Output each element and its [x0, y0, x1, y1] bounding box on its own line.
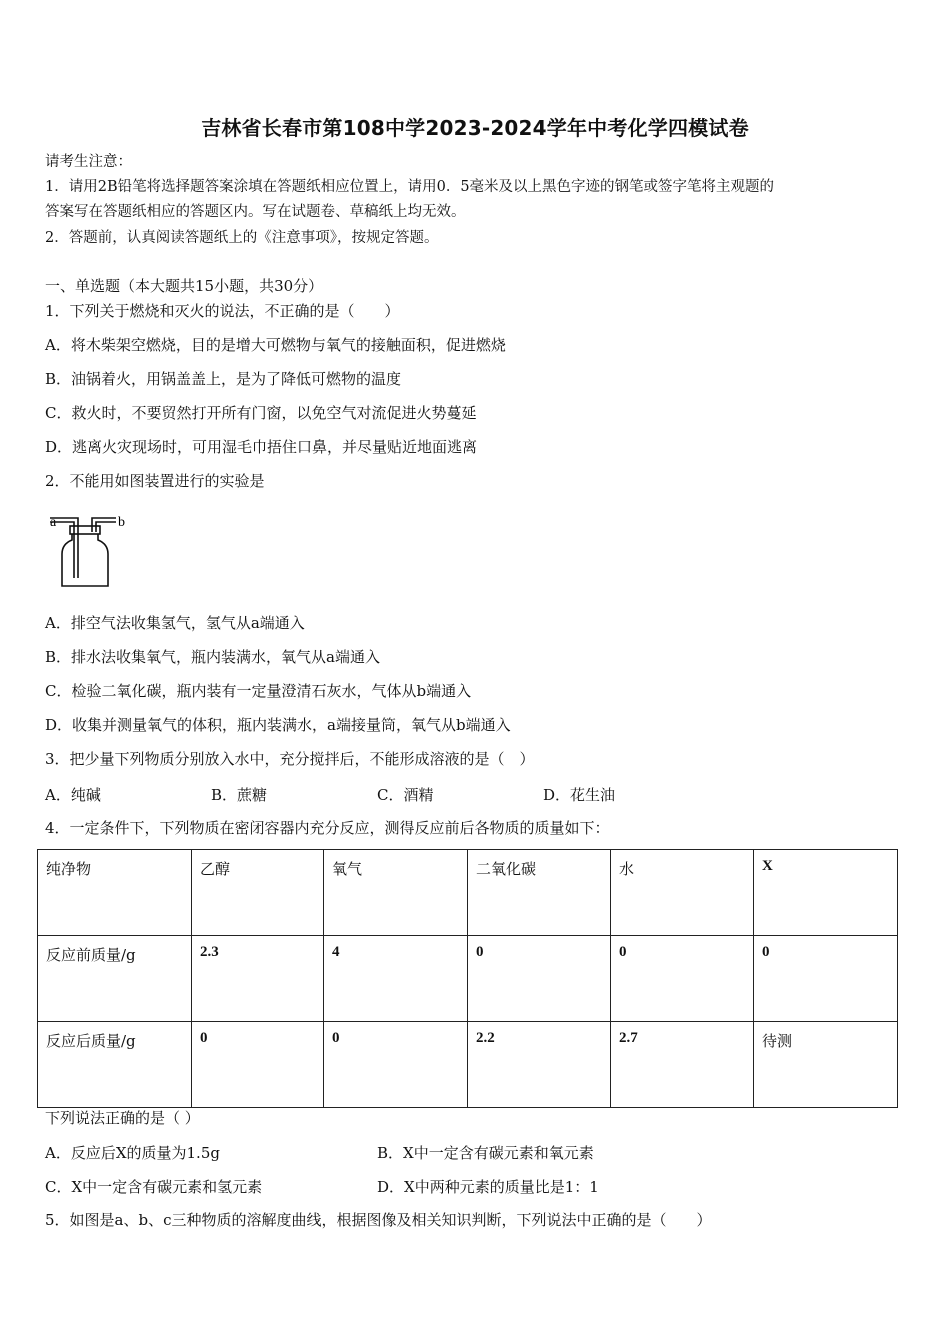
table-cell: 4 — [324, 936, 468, 1022]
table-row — [38, 936, 898, 1022]
table-cell: 0 — [468, 936, 611, 1022]
q1-option-b: B．油锅着火，用锅盖盖上，是为了降低可燃物的温度 — [45, 370, 402, 388]
table-cell: 反应后质量/g — [38, 1022, 192, 1108]
table-header-row — [38, 850, 898, 936]
table-cell: 反应前质量/g — [38, 936, 192, 1022]
q1-option-c: C．救火时，不要贸然打开所有门窗，以免空气对流促进火势蔓延 — [45, 404, 477, 422]
table-cell: 0 — [611, 936, 754, 1022]
q3-option-b: B．蔗糖 — [211, 786, 268, 804]
q3-option-c: C．酒精 — [377, 786, 434, 804]
page-title: 吉林省长春市第108中学2023-2024学年中考化学四模试卷 — [201, 116, 749, 140]
table-cell: 乙醇 — [192, 850, 324, 936]
gas-bottle-drawing — [50, 518, 116, 586]
table-cell: 2.3 — [192, 936, 324, 1022]
table-cell: 待测 — [754, 1022, 898, 1108]
fig-label-b: b — [118, 515, 125, 530]
q1-option-d: D．逃离火灾现场时，可用湿毛巾捂住口鼻，并尽量贴近地面逃离 — [45, 438, 478, 456]
q5-stem: 5．如图是a、b、c三种物质的溶解度曲线，根据图像及相关知识判断，下列说法中正确的是（ ） — [45, 1211, 712, 1229]
table-cell: 2.2 — [468, 1022, 611, 1108]
q4-prompt: 下列说法正确的是（ ） — [45, 1109, 200, 1127]
q3-stem: 3．把少量下列物质分别放入水中，充分搅拌后，不能形成溶液的是（ ） — [45, 750, 535, 768]
q4-option-a: A．反应后X的质量为1.5g — [45, 1144, 220, 1162]
mass-table — [37, 849, 898, 1108]
table-row — [38, 1022, 898, 1108]
q3-option-a: A．纯碱 — [45, 786, 101, 804]
fig-label-a: a — [50, 515, 57, 530]
q4-option-b: B．X中一定含有碳元素和氧元素 — [377, 1144, 594, 1162]
notice-heading: 请考生注意： — [45, 154, 132, 170]
table-cell: 0 — [324, 1022, 468, 1108]
q2-option-d: D．收集并测量氧气的体积，瓶内装满水，a端接量筒，氧气从b端通入 — [45, 716, 511, 734]
gas-bottle-figure — [48, 508, 138, 590]
q4-option-c: C．X中一定含有碳元素和氢元素 — [45, 1178, 263, 1196]
q2-option-a: A．排空气法收集氢气，氢气从a端通入 — [45, 614, 305, 632]
table-cell: 0 — [192, 1022, 324, 1108]
notice-line-1: 1．请用2B铅笔将选择题答案涂填在答题纸相应位置上，请用0．5毫米及以上黑色字迹的钢笔或签字笔将主观题的 — [45, 179, 775, 195]
table-cell: 二氧化碳 — [468, 850, 611, 936]
q2-option-c: C．检验二氧化碳，瓶内装有一定量澄清石灰水，气体从b端通入 — [45, 682, 472, 700]
table-cell: 2.7 — [611, 1022, 754, 1108]
q1-stem: 1．下列关于燃烧和灭火的说法，不正确的是（ ） — [45, 302, 400, 320]
table-cell: 纯净物 — [38, 850, 192, 936]
notice-line-3: 2．答题前，认真阅读答题纸上的《注意事项》，按规定答题。 — [45, 230, 439, 246]
q2-stem: 2．不能用如图装置进行的实验是 — [45, 472, 265, 490]
table-cell: 水 — [611, 850, 754, 936]
notice-line-2: 答案写在答题纸相应的答题区内。写在试题卷、草稿纸上均无效。 — [45, 204, 466, 220]
table-cell: X — [754, 850, 898, 936]
table-cell: 0 — [754, 936, 898, 1022]
table-cell: 氧气 — [324, 850, 468, 936]
q4-stem: 4．一定条件下，下列物质在密闭容器内充分反应，测得反应前后各物质的质量如下： — [45, 819, 610, 837]
q2-option-b: B．排水法收集氧气，瓶内装满水，氧气从a端通入 — [45, 648, 380, 666]
q3-option-d: D．花生油 — [543, 786, 616, 804]
section-heading: 一、单选题（本大题共15小题，共30分） — [45, 277, 324, 295]
q1-option-a: A．将木柴架空燃烧，目的是增大可燃物与氧气的接触面积，促进燃烧 — [45, 336, 506, 354]
q4-option-d: D．X中两种元素的质量比是1：1 — [377, 1178, 599, 1196]
